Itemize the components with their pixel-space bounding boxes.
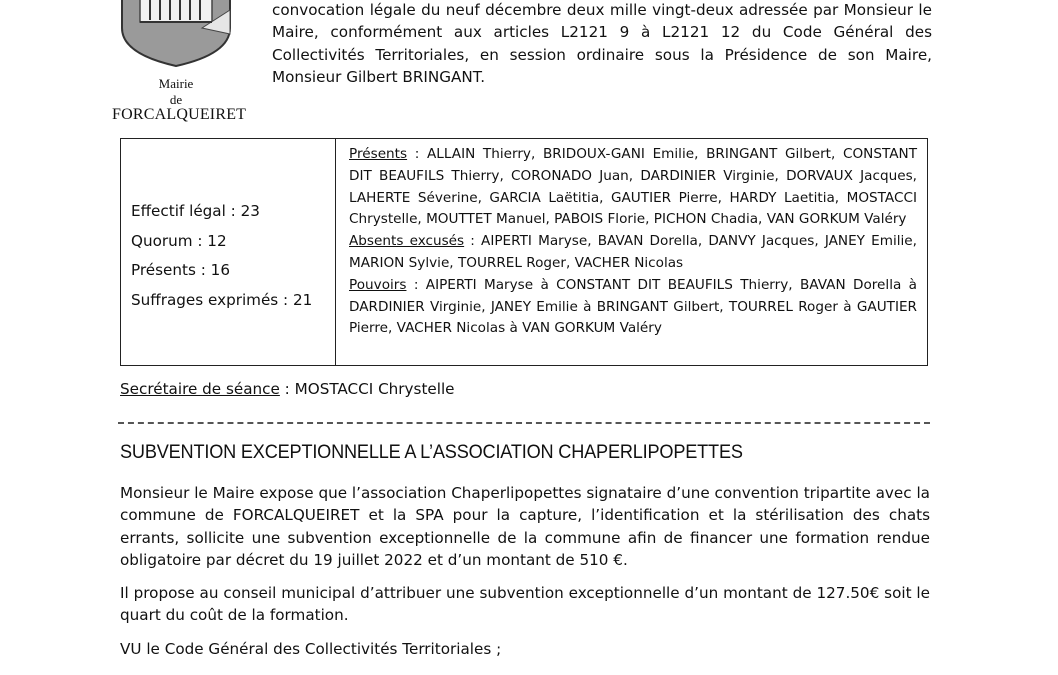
intro-text: convocation légale du neuf décembre deux mille vingt-deux adressée par Monsieur le Maire, conformément aux articles L2121 9 à L2121 12 du Code Général des Collectivités Territoriales, en session ordinaire sous la Présidence de son Maire, Monsieur Gilbert BRINGANT.: [272, 1, 932, 87]
mairie-label: Mairie: [158, 76, 194, 91]
secretary-line: [120, 380, 455, 398]
section-title: SUBVENTION EXCEPTIONNELLE A L’ASSOCIATION CHAPERLIPOPETTES: [120, 441, 743, 463]
absents-label: Absents excusés: [349, 233, 465, 250]
commune-name: FORCALQUEIRET: [112, 106, 247, 123]
absents-list: [349, 231, 917, 275]
mairie-de: de: [169, 92, 183, 107]
presents-names: : ALLAIN Thierry, BRIDOUX-GANI Emilie, BRINGANT Gilbert, CONSTANT DIT BEAUFILS Thierry, CORONADO Juan, DARDINIER Virginie, DORVAUX Jacques, LAHERTE Séverine, GARCIA Laëtitia, GAUTIER Pierre, HARDY Laetitia, MOSTACCI Chrystelle, MOUTTET Manuel, PABOIS Florie, PICHON Chadia, VAN GORKUM Valéry: [349, 146, 917, 228]
town-crest-icon: [118, 0, 234, 68]
intro-paragraph: [272, 0, 932, 89]
paragraph-1: Monsieur le Maire expose que l’association Chaperlipopettes signataire d’une convention tripartite avec la commune de FORCALQUEIRET et la SPA pour la capture, l’identification et la stérilisation des chats errants, sollicite une subvention exceptionnelle de la commune afin de financer une formation rendue obligatoire par décret du 19 juillet 2022 et d’un montant de 510 €.: [120, 484, 930, 569]
stats-cell: [121, 139, 336, 365]
paragraph-2: Il propose au conseil municipal d’attribuer une subvention exceptionnelle d’un montant de 127.50€ soit le quart du coût de la formation.: [120, 584, 930, 625]
presents-count: Présents : 16: [131, 261, 230, 279]
pouvoirs-list: [349, 275, 917, 340]
attendance-table: [120, 138, 928, 366]
absents-names: : AIPERTI Maryse, BAVAN Dorella, DANVY Jacques, JANEY Emilie, MARION Sylvie, TOURREL Roger, VACHER Nicolas: [349, 233, 917, 271]
presents-label: Présents: [349, 146, 408, 162]
secretary-label: Secrétaire de séance: [120, 380, 280, 398]
presents-list: [349, 144, 917, 231]
pouvoirs-label: Pouvoirs: [349, 276, 407, 293]
pouvoirs-names: : AIPERTI Maryse à CONSTANT DIT BEAUFILS Thierry, BAVAN Dorella à DARDINIER Virginie, JANEY Emilie à BRINGANT Gilbert, TOURREL Roger à GAUTIER Pierre, VACHER Nicolas à VAN GORKUM Valéry: [349, 276, 917, 337]
section-divider: [118, 422, 930, 424]
attendance-cell: [336, 139, 927, 365]
suffrages-exprimes: Suffrages exprimés : 21: [131, 290, 313, 309]
paragraph-3: VU le Code Général des Collectivités Territoriales ;: [120, 639, 502, 658]
secretary-name: : MOSTACCI Chrystelle: [279, 380, 455, 398]
section-body: [120, 482, 930, 671]
quorum: Quorum : 12: [131, 231, 227, 250]
effectif-legal: Effectif légal : 23: [131, 202, 260, 220]
